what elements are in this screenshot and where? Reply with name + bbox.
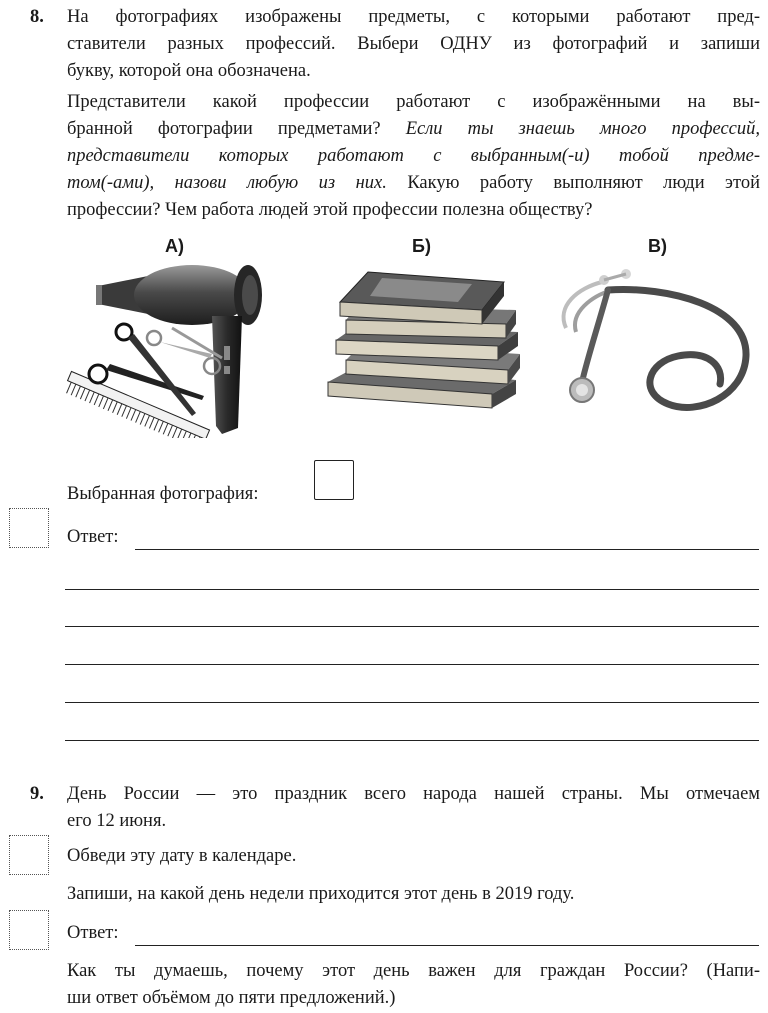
q9-task-1: Обведи эту дату в календаре. [67,846,297,866]
q8-question-line-3: представители которых работают с выбранным(-и) тобой предме- [67,146,760,166]
q8-answer-line-6[interactable] [65,740,759,741]
q8-score-box[interactable] [9,508,49,548]
stack-of-books-image [322,262,522,417]
question-number-9: 9. [30,784,44,804]
q8-intro-line-2: ставители разных профессий. Выбери ОДНУ из фотографий и запиши [67,34,760,54]
q8-intro-line-3: букву, которой она обозначена. [67,61,311,81]
q8-question-line-1: Представители какой профессии работают с изображёнными на вы- [67,92,760,112]
q8-answer-line-1[interactable] [135,549,759,550]
hairdryer-scissors-comb-image [62,258,302,438]
q8-question-line-4 [67,170,760,197]
q9-task-3-line-1: Как ты думаешь, почему этот день важен для граждан России? (Напи- [67,961,760,981]
photo-label-a: А) [165,236,184,256]
chosen-photo-label: Выбранная фотография: [67,484,259,504]
q9-score-box-1[interactable] [9,835,49,875]
q9-intro-line-2: его 12 июня. [67,811,167,831]
q8-question-line-5: профессии? Чем работа людей этой профессии полезна обществу? [67,200,593,220]
q8-answer-label: Ответ: [67,527,119,547]
q9-answer-line[interactable] [135,945,759,946]
q8-question-line-2 [67,116,760,143]
q8-intro [67,4,760,85]
q8-question-line-4b: Какую работу выполняют люди этой [407,173,760,193]
q8-question-line-2a: бранной фотографии предметами? [67,119,381,139]
q8-question-line-2b: Если ты знаешь много профессий, [405,119,761,139]
q9-intro [67,781,760,835]
q8-answer-line-3[interactable] [65,626,759,627]
q8-intro-line-1: На фотографиях изображены предметы, с которыми работают пред- [67,7,760,27]
q9-answer-label: Ответ: [67,923,119,943]
q9-task-2: Запиши, на какой день недели приходится этот день в 2019 году. [67,884,575,904]
q9-intro-line-1: День России — это праздник всего народа нашей страны. Мы отмечаем [67,784,760,804]
q9-score-box-2[interactable] [9,910,49,950]
q8-answer-line-5[interactable] [65,702,759,703]
q8-question-line-4a: том(-ами), назови любую из них. [67,173,387,193]
chosen-photo-input-box[interactable] [314,460,354,500]
q8-answer-line-2[interactable] [65,589,759,590]
photo-label-b: Б) [412,236,431,256]
stethoscope-image [548,266,760,416]
q8-answer-line-4[interactable] [65,664,759,665]
q8-question [67,89,760,224]
photo-label-v: В) [648,236,667,256]
q9-task-3-line-2: ши ответ объёмом до пяти предложений.) [67,988,396,1008]
q9-task-3 [67,958,760,1012]
question-number-8: 8. [30,7,44,27]
